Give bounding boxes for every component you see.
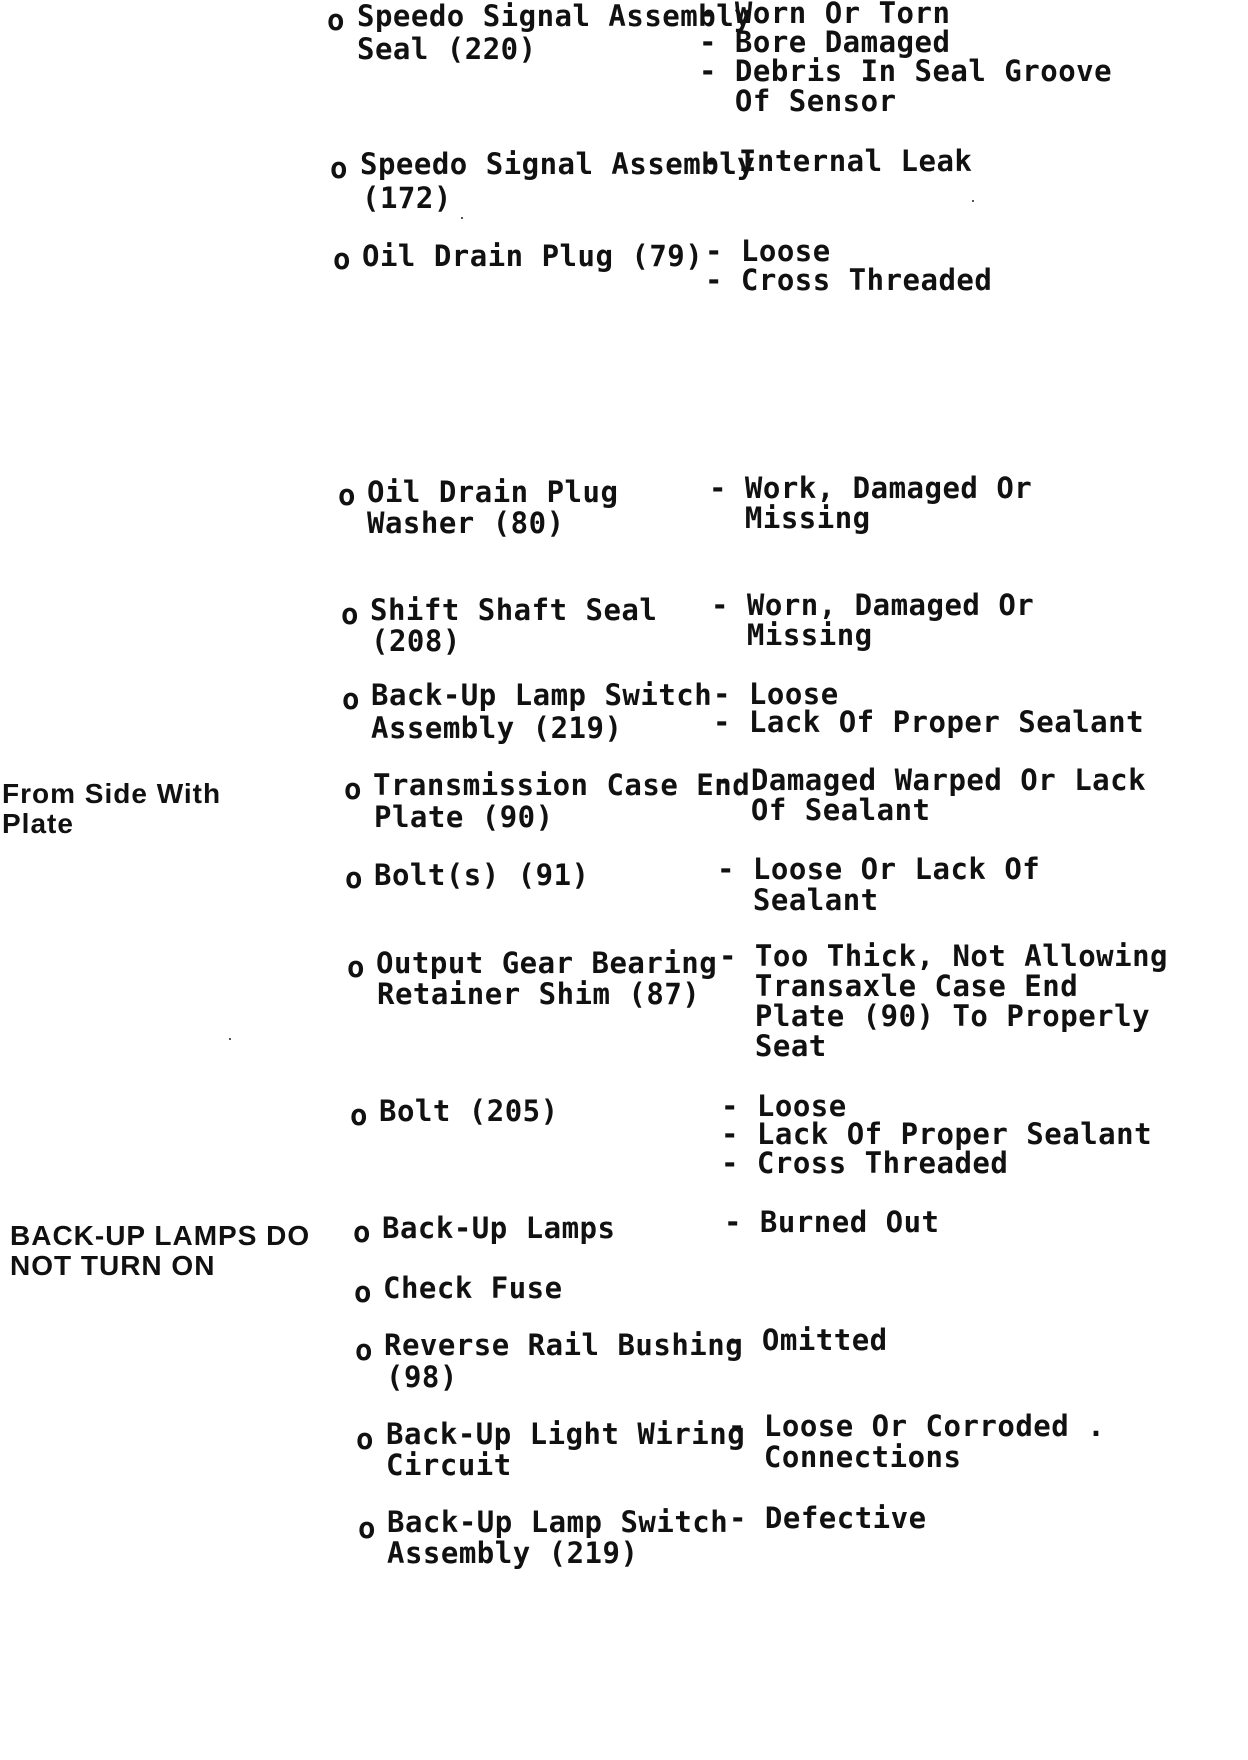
cause: - Too Thick, Not Allowing [719,939,1168,973]
bullet: o [333,242,351,276]
part-name: Oil Drain Plug [367,475,619,509]
bullet: o [355,1333,373,1367]
cause: - Defective [729,1501,927,1535]
cause: - Omitted [726,1323,888,1357]
bullet: o [345,861,363,895]
part-name: Back-Up Lamps [382,1211,616,1245]
cause: - Loose Or Corroded . [728,1409,1106,1443]
cause: Missing [709,501,871,535]
bullet: o [356,1422,374,1456]
cause: - Cross Threaded [721,1146,1009,1180]
cause: - Worn, Damaged Or [711,588,1035,622]
cause: - Loose [713,677,839,711]
condition-line: Plate [2,808,74,839]
bullet: o [354,1275,372,1309]
part-name: Plate (90) [374,800,554,834]
condition-line: From Side With [2,778,222,809]
part-name: Bolt(s) (91) [374,858,590,892]
part-name: Oil Drain Plug (79) [362,239,704,273]
part-name: Check Fuse [383,1271,563,1305]
scan-speck [229,1038,231,1040]
cause: - Burned Out [724,1205,940,1239]
part-name: Retainer Shim (87) [377,977,701,1011]
part-name: Seal (220) [357,32,537,66]
condition-line: NOT TURN ON [10,1250,216,1281]
cause: - Loose [721,1089,847,1123]
part-name: Shift Shaft Seal [370,593,658,627]
part-name: Transmission Case End [373,768,751,802]
cause: - Loose Or Lack Of [717,852,1041,886]
cause: - Work, Damaged Or [709,471,1033,505]
cause: Missing [711,618,873,652]
bullet: o [338,478,356,512]
scan-speck [461,217,463,219]
bullet: o [344,772,362,806]
cause: - Lack Of Proper Sealant [721,1117,1153,1151]
cause: - Cross Threaded [705,263,993,297]
part-name: (172) [362,181,452,215]
part-name: Output Gear Bearing [376,946,718,980]
part-name: Assembly (219) [371,711,623,745]
part-name: Circuit [386,1448,512,1482]
cause: Of Sealant [715,793,931,827]
bullet: o [342,682,360,716]
part-name: Reverse Rail Bushing [384,1328,744,1362]
part-name: (98) [386,1360,458,1394]
cause: - Damaged Warped Or Lack [715,763,1147,797]
part-name: Back-Up Lamp Switch [387,1505,729,1539]
part-name: Bolt (205) [379,1094,559,1128]
cause: - Loose [705,234,831,268]
bullet: o [327,3,345,37]
bullet: o [341,597,359,631]
part-name: Speedo Signal Assembly [357,0,753,33]
cause: - Debris In Seal Groove [699,54,1113,88]
part-name: Assembly (219) [387,1536,639,1570]
cause: Of Sensor [699,84,897,118]
cause: Sealant [717,883,879,917]
cause: - Worn Or Torn [699,0,951,30]
part-name: Back-Up Lamp Switch [371,678,713,712]
cause: Transaxle Case End [719,969,1079,1003]
bullet: o [347,950,365,984]
part-name: Washer (80) [367,506,565,540]
part-name: Speedo Signal Assembly [360,147,756,181]
bullet: o [358,1511,376,1545]
cause: Seat [719,1029,827,1063]
cause: Plate (90) To Properly [719,999,1151,1033]
cause: Connections [728,1440,962,1474]
cause: - Internal Leak [703,144,973,178]
bullet: o [350,1098,368,1132]
scan-speck [972,200,974,202]
bullet: o [353,1215,371,1249]
part-name: Back-Up Light Wiring [386,1417,746,1451]
cause: - Bore Damaged [699,25,951,59]
cause: - Lack Of Proper Sealant [713,705,1145,739]
condition-line: BACK-UP LAMPS DO [10,1220,311,1251]
part-name: (208) [371,624,461,658]
bullet: o [330,151,348,185]
